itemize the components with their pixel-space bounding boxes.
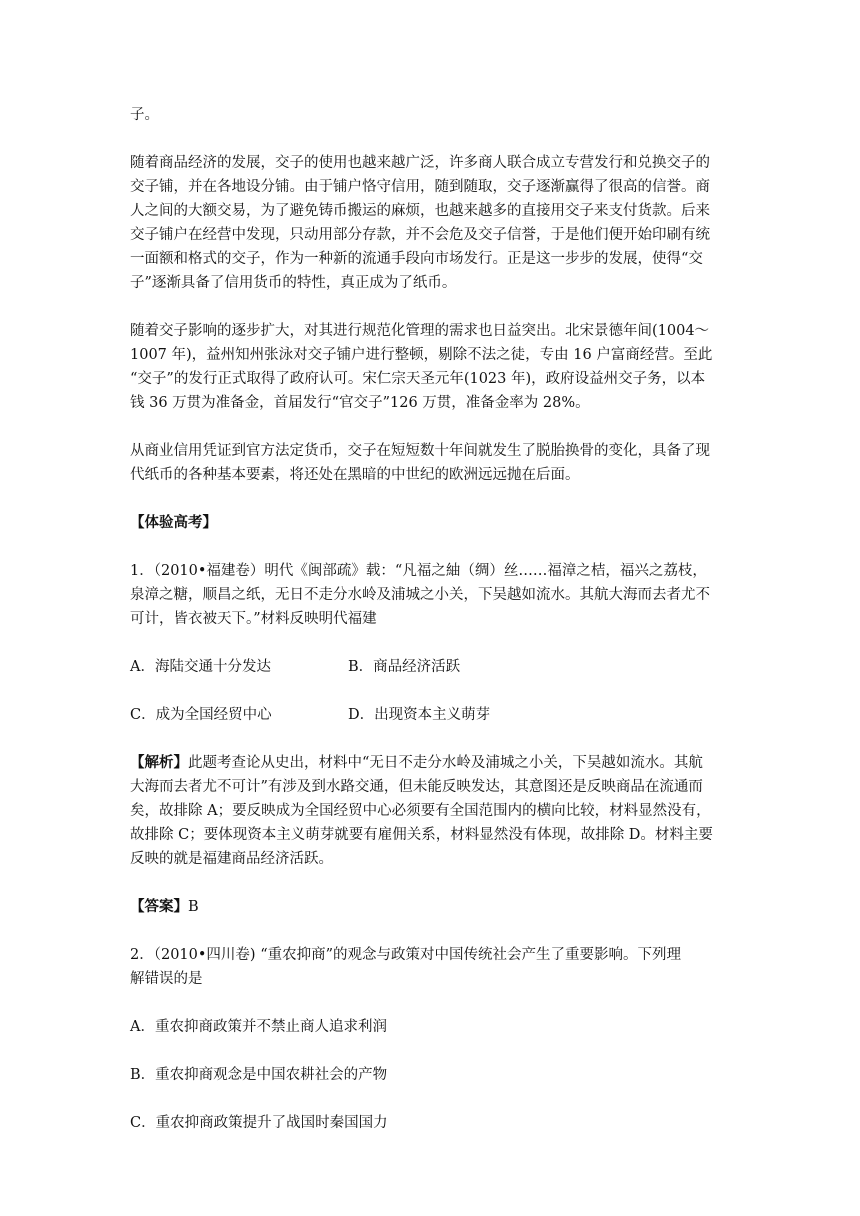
paragraph-conclusion — [130, 439, 736, 487]
text-line: 1007 年)，益州知州张泳对交子铺户进行整顿，剔除不法之徒，专由 16 户富商经营。至此 — [130, 347, 713, 363]
text-line: 钱 36 万贯为准备金，首届发行“官交子”126 万贯，准备金率为 28%。 — [130, 395, 590, 411]
text-line: 人之间的大额交易，为了避免铸币搬运的麻烦，也越来越多的直接用交子来支付货款。后来 — [130, 203, 710, 219]
text-line: “交子”的发行正式取得了政府认可。宋仁宗天圣元年(1023 年)，政府设益州交子务，以本 — [130, 371, 706, 387]
text-line: 交子铺，并在各地设分铺。由于铺户恪守信用，随到随取，交子逐渐赢得了很高的信誉。商 — [130, 179, 710, 195]
text-line: 反映的就是福建商品经济活跃。 — [130, 851, 333, 867]
option-c: C．重农抑商政策提升了战国时秦国国力 — [130, 1115, 388, 1131]
text-line: 从商业信用凭证到官方法定货币，交子在短短数十年间就发生了脱胎换骨的变化，具备了现 — [130, 443, 710, 459]
text-line: 随着交子影响的逐步扩大，对其进行规范化管理的需求也日益突出。北宋景德年间(1004～ — [130, 323, 710, 339]
question-1-answer — [130, 895, 736, 919]
question-1-stem — [130, 559, 736, 631]
text-line: 一面额和格式的交子，作为一种新的流通手段向市场发行。正是这一步步的发展，使得“交 — [130, 251, 703, 267]
question-1-options-row-1 — [130, 655, 736, 679]
answer-label: 【答案】 — [130, 898, 188, 915]
text-line: 此题考查论从史出，材料中“无日不走分水岭及浦城之小关，下吴越如流水。其航 — [188, 755, 703, 771]
paragraph-intro-tail — [130, 103, 736, 127]
paragraph-jiaozi-shops — [130, 151, 736, 295]
question-1-analysis — [130, 751, 736, 871]
option-a: A．重农抑商政策并不禁止商人追求利润 — [130, 1019, 387, 1035]
question-2-stem — [130, 943, 736, 991]
option-d: D．出现资本主义萌芽 — [348, 707, 491, 723]
option-b: B．重农抑商观念是中国农耕社会的产物 — [130, 1067, 388, 1083]
text-line: 可计，皆衣被天下。”材料反映明代福建 — [130, 611, 377, 627]
analysis-label: 【解析】 — [130, 754, 188, 771]
text-line: 故排除 C；要体现资本主义萌芽就要有雇佣关系，材料显然没有体现，故排除 D。材料主要 — [130, 827, 713, 843]
text-line: 泉漳之糖，顺昌之纸，无日不走分水岭及浦城之小关，下吴越如流水。其航大海而去者尤不 — [130, 587, 710, 603]
document-page — [130, 103, 736, 1135]
paragraph-regulation — [130, 319, 736, 415]
answer-value: B — [188, 899, 199, 915]
option-a: A．海陆交通十分发达 — [130, 659, 271, 675]
text-line: 代纸币的各种基本要素，将还处在黑暗的中世纪的欧洲远远抛在后面。 — [130, 467, 580, 483]
option-c: C．成为全国经贸中心 — [130, 707, 272, 723]
text-line: 1．（2010•福建卷）明代《闽部疏》载：“凡福之紬（绸）丝……福漳之桔，福兴之荔枝， — [130, 563, 707, 579]
question-1-options-row-2 — [130, 703, 736, 727]
text-line: 解错误的是 — [130, 971, 203, 987]
text-line: 交子铺户在经营中发现，只动用部分存款，并不会危及交子信誉，于是他们便开始印刷有统 — [130, 227, 710, 243]
text-line: 大海而去者尤不可计”有涉及到水路交通，但未能反映发达，其意图还是反映商品在流通而 — [130, 779, 703, 795]
section-heading: 【体验高考】 — [130, 514, 217, 531]
text-line: 子”逐渐具备了信用货币的特性，真正成为了纸币。 — [130, 275, 457, 291]
text-line: 矣，故排除 A；要反映成为全国经贸中心必须要有全国范围内的横向比较，材料显然没有， — [130, 803, 711, 819]
text-line: 子。 — [130, 107, 159, 123]
text-line: 2．（2010•四川卷) “重农抑商”的观念与政策对中国传统社会产生了重要影响。下列理 — [130, 947, 682, 963]
text-line: 随着商品经济的发展，交子的使用也越来越广泛，许多商人联合成立专营发行和兑换交子的 — [130, 155, 710, 171]
option-b: B．商品经济活跃 — [348, 659, 461, 675]
